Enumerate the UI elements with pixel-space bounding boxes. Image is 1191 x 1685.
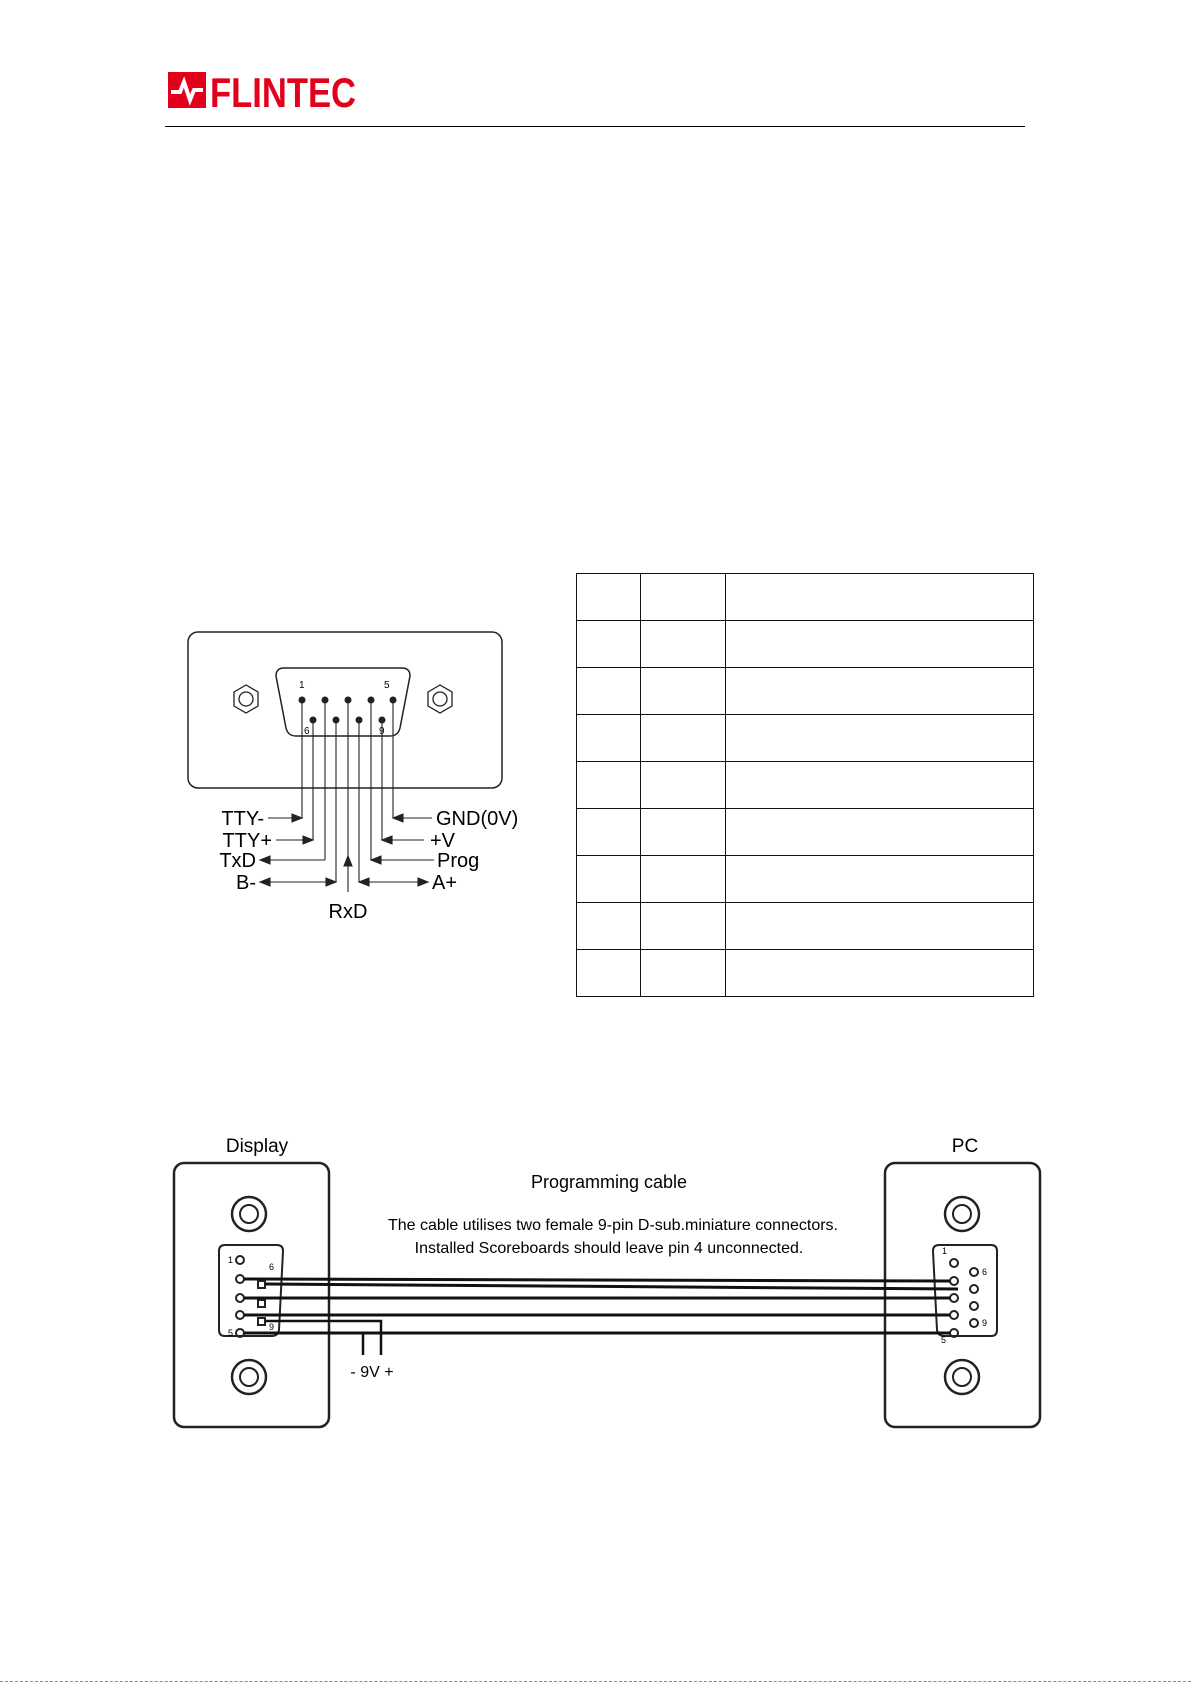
table-cell [577,668,641,715]
rxd-arrow [344,856,352,866]
flintec-logo [168,68,358,116]
table-cell [726,856,1034,903]
table-cell [641,762,726,809]
label-tty-minus: TTY- [221,808,264,830]
table-cell [726,574,1034,621]
right-arrows [359,814,434,886]
label-b-minus: B- [236,872,256,894]
table-cell [577,903,641,950]
left-nut-icon [234,685,258,713]
label-txd: TxD [219,850,256,872]
table-cell [641,856,726,903]
table-row [577,621,1034,668]
display-title: Display [225,1136,289,1157]
table-cell [577,715,641,762]
pin-label-1: 1 [299,680,305,691]
programming-cable-diagram [165,1130,1045,1430]
cable-note-line2: Installed Scoreboards should leave pin 4 unconnected. [414,1240,804,1257]
pc-connector-plate [885,1163,1040,1427]
label-rxd: RxD [328,901,368,923]
brand-name: FLINTEC [210,69,356,116]
label-a-plus: A+ [432,872,458,894]
table-cell [641,903,726,950]
connector-plate [188,632,502,788]
table-cell [726,668,1034,715]
table-row [577,809,1034,856]
table-row [577,856,1034,903]
cable-note-line1: The cable utilises two female 9-pin D-sub.miniature connectors. [388,1217,838,1234]
pc-title: PC [951,1136,979,1157]
display-pin-1: 1 [228,1255,234,1265]
table-cell [641,809,726,856]
table-cell [726,809,1034,856]
display-connector-plate [174,1163,329,1427]
display-bottom-nut-icon [232,1360,266,1394]
table-cell [641,574,726,621]
page-edge [0,1681,1191,1682]
table-cell [726,903,1034,950]
table-cell [641,668,726,715]
table-cell [726,715,1034,762]
table-cell [577,574,641,621]
table-row [577,950,1034,997]
pc-pin-9: 9 [982,1318,988,1328]
display-top-nut-icon [232,1197,266,1231]
header-rule [165,126,1025,127]
pc-pin-6: 6 [982,1267,988,1277]
table-row [577,668,1034,715]
table-cell [726,950,1034,997]
pin-label-5: 5 [384,680,390,691]
table-cell [577,809,641,856]
pin-assignment-table [576,573,1034,997]
label-gnd: GND(0V) [436,808,519,830]
table-cell [577,950,641,997]
pin-label-9: 9 [379,726,385,737]
table-cell [577,856,641,903]
table-row [577,574,1034,621]
battery-leads [265,1321,381,1355]
label-prog: Prog [437,850,480,872]
table-row [577,762,1034,809]
table-cell [577,621,641,668]
table-row [577,715,1034,762]
battery-label: - 9V + [350,1364,394,1381]
table-cell [726,621,1034,668]
pc-pin-5: 5 [941,1335,947,1345]
connector-shell [276,668,410,736]
pc-bottom-nut-icon [945,1360,979,1394]
table-cell [577,762,641,809]
table-row [577,903,1034,950]
display-pin-5: 5 [228,1328,234,1338]
cable-title: Programming cable [530,1172,688,1192]
pin-label-6: 6 [304,726,310,737]
cable-wires [244,1279,958,1333]
display-pin-6: 6 [269,1262,275,1272]
table-cell [641,715,726,762]
pc-pin-1: 1 [942,1246,948,1256]
label-plus-v: +V [430,830,456,852]
table-cell [641,621,726,668]
table-cell [726,762,1034,809]
table-cell [641,950,726,997]
label-tty-plus: TTY+ [222,830,272,852]
right-nut-icon [428,685,452,713]
pc-pins [950,1259,978,1337]
pc-top-nut-icon [945,1197,979,1231]
display-pin-9: 9 [269,1322,275,1332]
dsub-pinout-diagram [180,620,530,940]
pc-connector-shell [933,1245,997,1336]
